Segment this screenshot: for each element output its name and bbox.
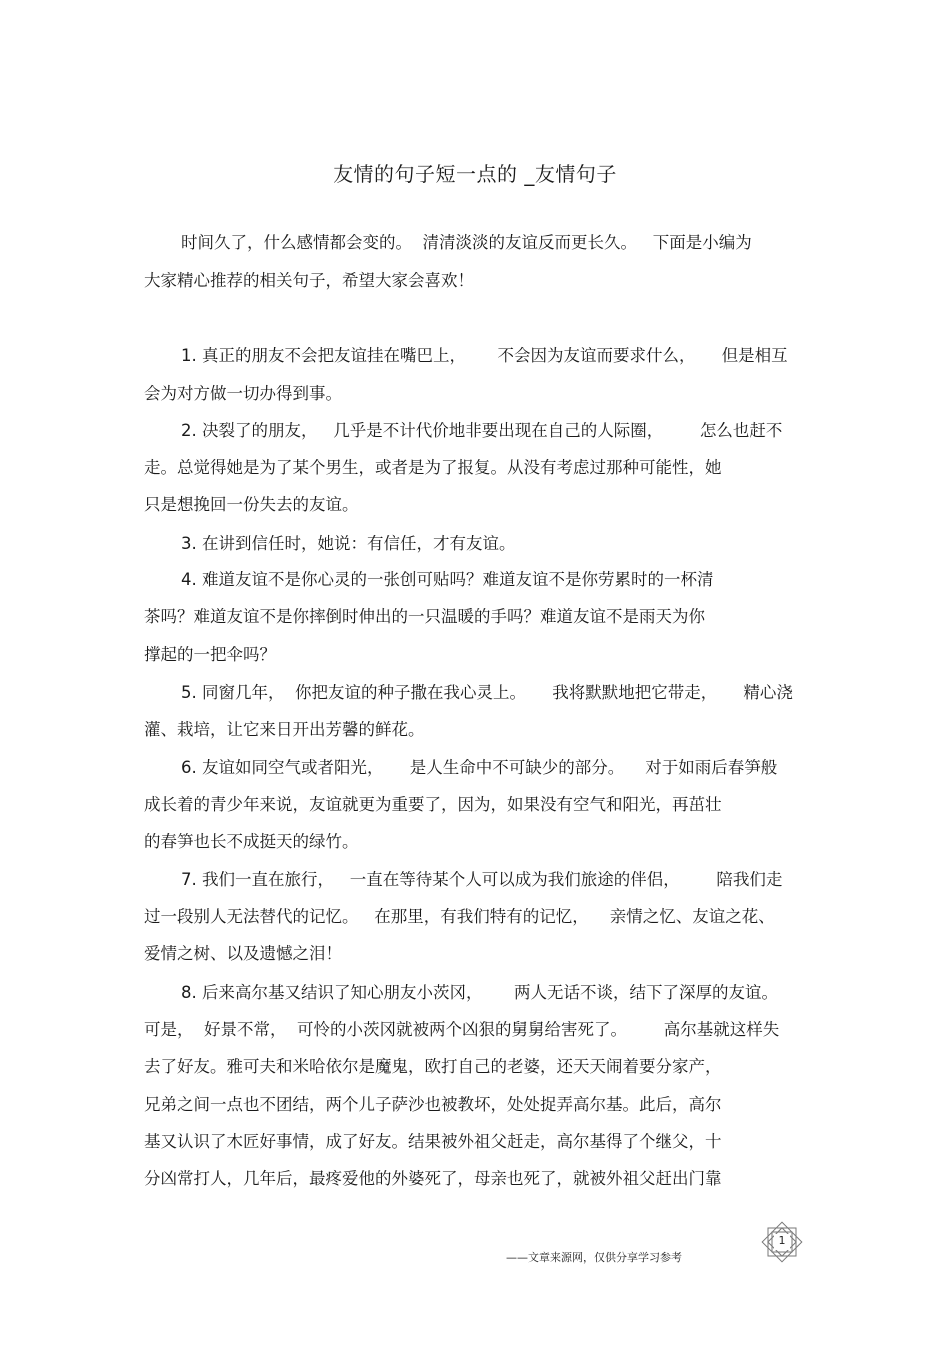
item-line: 5. 同窗几年， 你把友谊的种子撒在我心灵上。 我将默默地把它带走， 精心浇 (181, 683, 793, 702)
page-number-badge (758, 1220, 806, 1264)
item-line: 7. 我们一直在旅行， 一直在等待某个人可以成为我们旅途的伴侣， 陪我们走 (181, 870, 783, 889)
item-line: 2. 决裂了的朋友， 几乎是不计代价地非要出现在自己的人际圈， 怎么也赶不 (181, 421, 783, 440)
document-title: 友情的句子短一点的 _友情句子 (333, 162, 617, 186)
item-line: 8. 后来高尔基又结识了知心朋友小茨冈， 两人无话不谈，结下了深厚的友谊。 (181, 983, 778, 1002)
item-line: 基又认识了木匠好事情，成了好友。结果被外祖父赶走，高尔基得了个继父，十 (144, 1132, 722, 1151)
item-line: 6. 友谊如同空气或者阳光， 是人生命中不可缺少的部分。 对于如雨后春笋般 (181, 758, 778, 777)
intro-line: 大家精心推荐的相关句子，希望大家会喜欢！ (144, 271, 474, 290)
item-line: 过一段别人无法替代的记忆。 在那里，有我们特有的记忆， 亲情之忆、友谊之花、 (144, 907, 775, 926)
intro-line: 时间久了，什么感情都会变的。 清清淡淡的友谊反而更长久。 下面是小编为 (181, 233, 752, 252)
item-line: 分凶常打人，几年后，最疼爱他的外婆死了，母亲也死了，就被外祖父赶出门靠 (144, 1169, 722, 1188)
item-line: 4. 难道友谊不是你心灵的一张创可贴吗？难道友谊不是你劳累时的一杯清 (181, 570, 714, 589)
item-line: 茶吗？难道友谊不是你摔倒时伸出的一只温暖的手吗？难道友谊不是雨天为你 (144, 607, 705, 626)
item-line: 成长着的青少年来说，友谊就更为重要了，因为，如果没有空气和阳光，再茁壮 (144, 795, 722, 814)
page-number: 1 (778, 1234, 786, 1247)
item-line: 灌、栽培，让它来日开出芳馨的鲜花。 (144, 720, 425, 739)
footer-source-note: ——文章来源网，仅供分享学习参考 (506, 1251, 682, 1264)
item-line: 只是想挽回一份失去的友谊。 (144, 495, 359, 514)
item-line: 撑起的一把伞吗？ (144, 645, 276, 664)
item-line: 3. 在讲到信任时，她说：有信任，才有友谊。 (181, 534, 516, 553)
item-line: 1. 真正的朋友不会把友谊挂在嘴巴上， 不会因为友谊而要求什么， 但是相互 (181, 346, 788, 365)
item-line: 的春笋也长不成挺天的绿竹。 (144, 832, 359, 851)
item-line: 可是， 好景不常， 可怜的小茨冈就被两个凶狠的舅舅给害死了。 高尔基就这样失 (144, 1020, 780, 1039)
item-line: 兄弟之间一点也不团结，两个儿子萨沙也被教坏，处处捉弄高尔基。此后，高尔 (144, 1095, 722, 1114)
item-line: 走。总觉得她是为了某个男生，或者是为了报复。从没有考虑过那种可能性，她 (144, 458, 722, 477)
item-line: 去了好友。雅可夫和米哈依尔是魔鬼，欧打自己的老婆，还天天闹着要分家产， (144, 1057, 722, 1076)
item-line: 会为对方做一切办得到事。 (144, 384, 342, 403)
item-line: 爱情之树、以及遗憾之泪！ (144, 944, 342, 963)
